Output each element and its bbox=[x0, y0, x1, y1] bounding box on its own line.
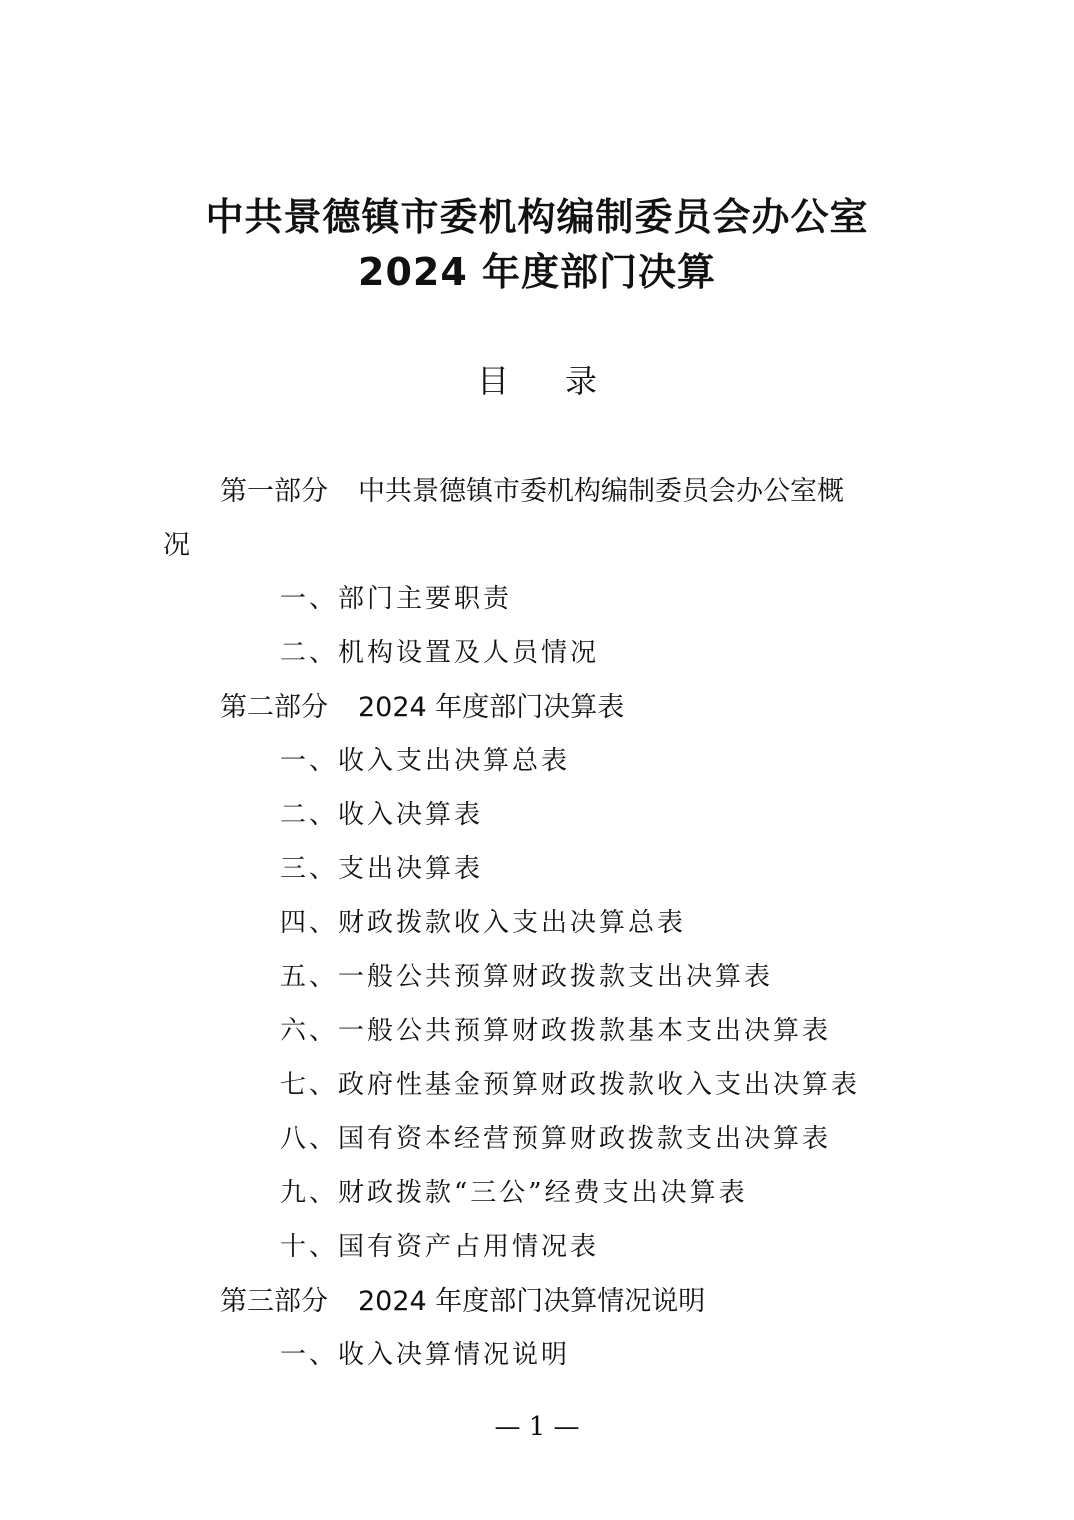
toc-item: 十、国有资产占用情况表 bbox=[280, 1232, 600, 1262]
toc-item: 五、一般公共预算财政拨款支出决算表 bbox=[280, 962, 774, 992]
toc-part-3 bbox=[220, 1288, 705, 1315]
toc-item: 一、部门主要职责 bbox=[280, 584, 513, 614]
page-number: — 1 — bbox=[494, 1412, 580, 1442]
toc-item: 二、机构设置及人员情况 bbox=[280, 638, 600, 668]
document-title-line2: 2024 年度部门决算 bbox=[358, 250, 716, 294]
toc-item: 八、国有资本经营预算财政拨款支出决算表 bbox=[280, 1124, 832, 1154]
toc-part-1-title-wrap: 况 bbox=[163, 530, 190, 561]
toc-item: 一、收入支出决算总表 bbox=[280, 746, 571, 776]
toc-part-title: 中共景德镇市委机构编制委员会办公室概 bbox=[358, 476, 844, 507]
toc-heading: 目录 bbox=[476, 362, 653, 400]
toc-part-2 bbox=[220, 694, 624, 721]
toc-part-title: 2024 年度部门决算表 bbox=[358, 692, 625, 723]
toc-part-1 bbox=[220, 478, 844, 505]
toc-part-title: 2024 年度部门决算情况说明 bbox=[358, 1286, 706, 1317]
toc-item: 九、财政拨款“三公”经费支出决算表 bbox=[280, 1178, 748, 1208]
toc-part-label: 第一部分 bbox=[220, 476, 328, 507]
document-title-line1: 中共景德镇市委机构编制委员会办公室 bbox=[205, 195, 869, 239]
toc-item: 七、政府性基金预算财政拨款收入支出决算表 bbox=[280, 1070, 861, 1100]
toc-item: 六、一般公共预算财政拨款基本支出决算表 bbox=[280, 1016, 832, 1046]
toc-item: 三、支出决算表 bbox=[280, 854, 484, 884]
toc-part-label: 第二部分 bbox=[220, 692, 328, 723]
toc-part-label: 第三部分 bbox=[220, 1286, 328, 1317]
toc-item: 一、收入决算情况说明 bbox=[280, 1340, 571, 1370]
toc-item: 二、收入决算表 bbox=[280, 800, 484, 830]
toc-item: 四、财政拨款收入支出决算总表 bbox=[280, 908, 687, 938]
